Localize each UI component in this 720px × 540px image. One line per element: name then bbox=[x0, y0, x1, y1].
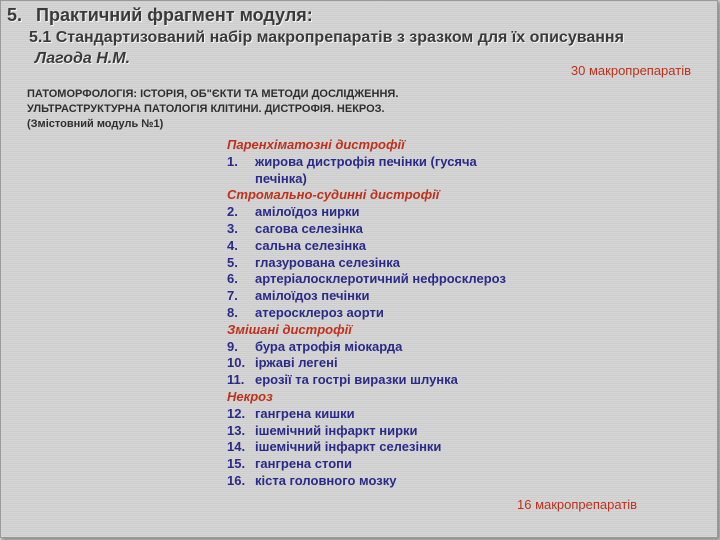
topic-line-2: УЛЬТРАСТРУКТУРНА ПАТОЛОГІЯ КЛІТИНИ. ДИСТРОФІЯ. НЕКРОЗ. bbox=[27, 103, 385, 115]
item-number: 4. bbox=[227, 237, 238, 253]
item-number: 1. bbox=[227, 153, 238, 169]
item-number: 9. bbox=[227, 338, 238, 354]
section-title: Практичний фрагмент модуля: bbox=[36, 5, 313, 25]
list-item bbox=[227, 221, 527, 238]
list-item bbox=[227, 439, 527, 456]
category-heading: Некроз bbox=[227, 388, 273, 404]
author-name: Лагода Н.М. bbox=[35, 50, 131, 67]
item-text: ішемічний інфаркт селезінки bbox=[255, 439, 442, 455]
category-heading: Змішані дистрофії bbox=[227, 321, 352, 337]
list-item bbox=[227, 355, 527, 372]
item-number: 16. bbox=[227, 472, 246, 488]
item-text: ішемічний інфаркт нирки bbox=[255, 422, 418, 438]
item-number: 5. bbox=[227, 254, 238, 270]
list-item bbox=[227, 154, 527, 188]
list-item bbox=[227, 423, 527, 440]
item-text: ерозії та гострі виразки шлунка bbox=[255, 372, 458, 388]
section-number: 5. bbox=[7, 5, 23, 25]
list-item bbox=[227, 271, 527, 288]
list-item bbox=[227, 339, 527, 356]
list-item bbox=[227, 473, 527, 490]
list-item bbox=[227, 255, 527, 272]
topic-line-1: ПАТОМОРФОЛОГІЯ: ІСТОРІЯ, ОБ"ЄКТИ ТА МЕТОДИ ДОСЛІДЖЕННЯ. bbox=[27, 88, 399, 100]
total-count-label: 30 макропрепаратів bbox=[570, 63, 691, 78]
item-number: 10. bbox=[227, 355, 246, 371]
item-text: глазурована селезінка bbox=[255, 254, 400, 270]
list-item bbox=[227, 288, 527, 305]
section-heading bbox=[7, 5, 313, 26]
item-number: 13. bbox=[227, 422, 246, 438]
item-number: 7. bbox=[227, 288, 238, 304]
category-heading: Стромально-судинні дистрофії bbox=[227, 187, 440, 203]
item-number: 15. bbox=[227, 456, 246, 472]
subsection-title: 5.1 Стандартизований набір макропрепаратів з зразком для їх описування bbox=[29, 29, 624, 46]
item-text: кіста головного мозку bbox=[255, 472, 397, 488]
item-text: гангрена стопи bbox=[255, 456, 352, 472]
item-text: атеросклероз аорти bbox=[255, 304, 384, 320]
item-text: гангрена кишки bbox=[255, 405, 355, 421]
topic-block bbox=[27, 87, 687, 132]
list-item bbox=[227, 372, 527, 389]
item-number: 11. bbox=[227, 372, 245, 388]
item-text: бура атрофія міокарда bbox=[255, 338, 403, 354]
item-text: іржаві легені bbox=[255, 355, 338, 371]
item-text: сагова селезінка bbox=[255, 220, 363, 236]
list-item bbox=[227, 238, 527, 255]
item-number: 3. bbox=[227, 220, 238, 236]
list-item bbox=[227, 305, 527, 322]
topic-line-3: (Змістовний модуль №1) bbox=[27, 118, 164, 130]
item-number: 12. bbox=[227, 405, 246, 421]
list-item bbox=[227, 204, 527, 221]
item-text: жирова дистрофія печінки (гусяча печінка) bbox=[255, 153, 477, 186]
category-heading: Паренхіматозні дистрофії bbox=[227, 137, 405, 152]
item-number: 8. bbox=[227, 304, 238, 320]
specimen-list bbox=[227, 137, 527, 490]
list-item bbox=[227, 456, 527, 473]
item-text: артеріалосклеротичний нефросклероз bbox=[255, 271, 506, 287]
item-text: амілоїдоз нирки bbox=[255, 204, 360, 220]
item-number: 6. bbox=[227, 271, 238, 287]
item-number: 14. bbox=[227, 439, 246, 455]
list-item bbox=[227, 406, 527, 423]
item-text: амілоїдоз печінки bbox=[255, 288, 370, 304]
module-count-label: 16 макропрепаратів bbox=[517, 497, 638, 512]
item-text: сальна селезінка bbox=[255, 237, 367, 253]
item-number: 2. bbox=[227, 204, 238, 220]
